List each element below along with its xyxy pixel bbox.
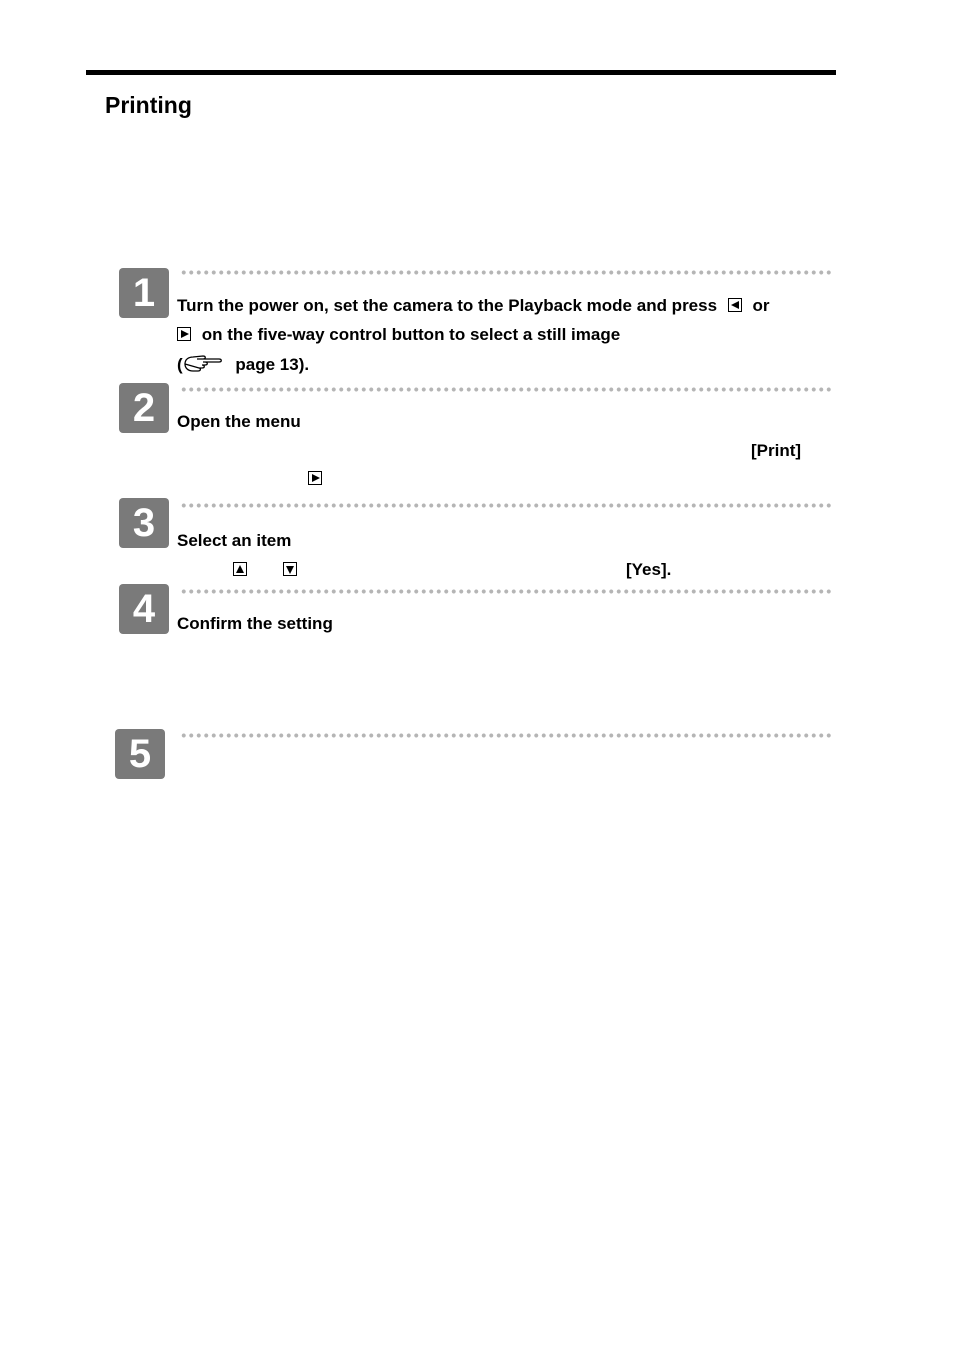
- step-1-line-3: [177, 353, 309, 376]
- step-2-heading: Open the menu: [177, 412, 301, 431]
- step-5-badge: 5: [115, 729, 165, 779]
- step-3-heading: Select an item: [177, 531, 292, 550]
- step-2-divider: [180, 387, 832, 392]
- step-4-badge: 4: [119, 584, 169, 634]
- step-3-badge: 3: [119, 498, 169, 548]
- step-1-instruction: Turn the power on, set the camera to the Playback mode and press: [177, 296, 718, 315]
- step-5-divider: [180, 733, 832, 738]
- page-title: Printing: [105, 92, 192, 118]
- left-arrow-button-icon: [728, 298, 742, 312]
- step-4-heading: Confirm the setting: [177, 614, 333, 633]
- step-3-divider: [180, 503, 832, 508]
- step-2-badge: 2: [119, 383, 169, 433]
- down-arrow-button-icon: [283, 562, 297, 576]
- step-2-print-item: [Print]: [751, 441, 802, 460]
- step-1-paren: (: [177, 355, 183, 374]
- up-arrow-button-icon: [233, 562, 247, 576]
- step-1-badge: 1: [119, 268, 169, 318]
- right-arrow-button-icon: [177, 327, 191, 341]
- step-4-divider: [180, 589, 832, 594]
- step-1-or: or: [752, 296, 770, 315]
- step-1-line-2: [177, 324, 620, 346]
- step-1-divider: [180, 270, 832, 275]
- step-3-yes-option: [Yes].: [626, 560, 672, 579]
- step-1-line-1: [177, 295, 770, 317]
- pointing-hand-icon: [183, 353, 223, 373]
- right-arrow-button-icon: [308, 471, 322, 485]
- step-1-instruction-cont: on the five-way control button to select a still image: [201, 325, 621, 344]
- header-rule: [86, 70, 836, 75]
- step-1-page-ref: page 13).: [235, 355, 310, 374]
